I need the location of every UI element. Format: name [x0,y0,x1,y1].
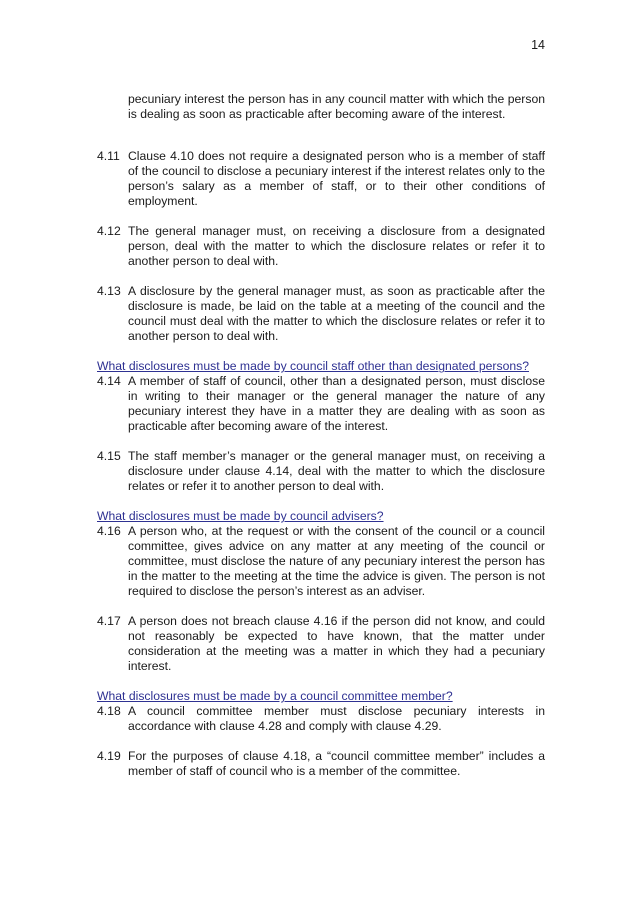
clause-4-16 [97,524,545,599]
clause-4-13 [97,284,545,344]
clause-number: 4.12 [97,224,121,239]
section-heading-committee: What disclosures must be made by a council committee member? [97,689,453,704]
clause-number: 4.18 [97,704,121,719]
clause-text: A council committee member must disclose pecuniary interests in accordance with clause 4.28 and comply with clause 4.29. [128,704,545,734]
clause-text: A person who, at the request or with the consent of the council or a council committee, gives advice on any matter at any meeting of the council or committee, must disclose the nature of any pecuniary interest the person has in the matter to the meeting at the time the advice is given. The person is not required to disclose the person’s interest as an adviser. [128,524,545,599]
clause-number: 4.15 [97,449,121,464]
clause-4-15 [97,449,545,494]
clause-text: The general manager must, on receiving a disclosure from a designated person, deal with the matter to which the disclosure relates or refer it to another person to deal with. [128,224,545,269]
clause-number: 4.16 [97,524,121,539]
clause-number: 4.19 [97,749,121,764]
document-body [97,80,545,779]
clause-4-11 [97,149,545,209]
clause-4-19 [97,749,545,779]
page-number: 14 [531,38,545,52]
clause-text: The staff member’s manager or the general manager must, on receiving a disclosure under clause 4.14, deal with the matter to which the disclosure relates or refer it to another person to deal with. [128,449,545,494]
clause-number: 4.17 [97,614,121,629]
section-heading-advisers: What disclosures must be made by council advisers? [97,509,384,524]
clause-number: 4.14 [97,374,121,389]
clause-text: A member of staff of council, other than a designated person, must disclose in writing to their manager or the general manager the nature of any pecuniary interest they have in a matter they are dealing with as soon as practicable after becoming aware of the interest. [128,374,545,434]
clause-4-18 [97,704,545,734]
clause-text: A disclosure by the general manager must, as soon as practicable after the disclosure is made, be laid on the table at a meeting of the council and the council must deal with the matter to which the disclosure relates or refer it to another person to deal with. [128,284,545,344]
clause-text: Clause 4.10 does not require a designated person who is a member of staff of the council to disclose a pecuniary interest if the interest relates only to the person’s salary as a member of staff, or to their other conditions of employment. [128,149,545,209]
continued-paragraph: pecuniary interest the person has in any council matter with which the person is dealing as soon as practicable after becoming aware of the interest. [128,92,545,122]
clause-4-14 [97,374,545,434]
clause-text: A person does not breach clause 4.16 if the person did not know, and could not reasonably be expected to have known, that the matter under consideration at the meeting was a matter in which they had a pecuniary interest. [128,614,545,674]
clause-number: 4.13 [97,284,121,299]
clause-4-17 [97,614,545,674]
clause-text: For the purposes of clause 4.18, a “council committee member” includes a member of staff of council who is a member of the committee. [128,749,545,779]
section-heading-staff: What disclosures must be made by council staff other than designated persons? [97,359,529,374]
clause-number: 4.11 [97,149,120,164]
clause-4-12 [97,224,545,269]
